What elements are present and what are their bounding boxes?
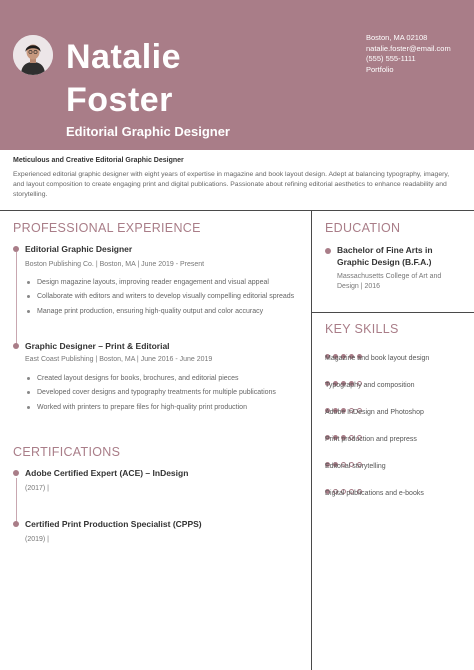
skill-name: Adobe InDesign and Photoshop xyxy=(325,409,424,416)
job-meta: East Coast Publishing | Boston, MA | June 2016 - June 2019 xyxy=(25,356,213,363)
summary-title: Meticulous and Creative Editorial Graphic Designer xyxy=(13,157,184,164)
skill-item xyxy=(325,346,465,362)
contact-portfolio-link[interactable]: Portfolio xyxy=(366,64,394,74)
certification-name: Certified Print Production Specialist (CPPS) xyxy=(25,519,202,529)
skill-item xyxy=(325,373,465,389)
list-item: Created layout designs for books, brochures, and editorial pieces xyxy=(25,374,295,383)
skill-rating xyxy=(325,346,465,354)
timeline-dot xyxy=(13,246,19,252)
contact-phone: (555) 555-1111 xyxy=(366,54,416,63)
avatar xyxy=(13,35,53,75)
skills-title: KEY SKILLS xyxy=(325,322,399,336)
contact-info xyxy=(366,33,451,75)
education-title: EDUCATION xyxy=(325,221,401,235)
job-title: Graphic Designer – Print & Editorial xyxy=(25,341,170,351)
job-bullets xyxy=(25,278,295,321)
certification-meta: (2017) | xyxy=(25,485,49,492)
skill-rating xyxy=(325,481,465,489)
timeline-dot xyxy=(13,470,19,476)
skill-item xyxy=(325,454,465,470)
timeline-dot xyxy=(13,343,19,349)
column-divider xyxy=(311,210,312,670)
profile-photo-icon xyxy=(13,35,53,75)
timeline-dot xyxy=(325,248,331,254)
list-item: Manage print production, ensuring high-quality output and color accuracy xyxy=(25,307,295,316)
skill-item xyxy=(325,400,465,416)
certification-meta: (2019) | xyxy=(25,536,49,543)
job-title: Editorial Graphic Designer xyxy=(25,244,133,254)
contact-email[interactable]: natalie.foster@email.com xyxy=(366,43,451,53)
list-item: Worked with printers to prepare files for high-quality print production xyxy=(25,403,295,412)
list-item: Design magazine layouts, improving reader engagement and visual appeal xyxy=(25,278,295,287)
summary-text: Experienced editorial graphic designer with eight years of expertise in magazine and book layout design. Adept at balancing typography, imagery, and layout composition to create engaging print and digital publications. Passionate about refining editorial aesthetics to enhance readability and storytelling. xyxy=(13,171,450,198)
certification-name: Adobe Certified Expert (ACE) – InDesign xyxy=(25,468,189,478)
skill-name: Print production and prepress xyxy=(325,436,417,443)
skill-name: Magazine and book layout design xyxy=(325,355,430,362)
timeline-dot xyxy=(13,521,19,527)
certifications-title: CERTIFICATIONS xyxy=(13,445,121,459)
skill-rating xyxy=(325,454,465,462)
skill-rating xyxy=(325,427,465,435)
divider xyxy=(0,210,474,211)
job-bullets xyxy=(25,374,295,417)
last-name: Foster xyxy=(66,81,173,119)
experience-title: PROFESSIONAL EXPERIENCE xyxy=(13,221,201,235)
header-banner xyxy=(0,0,474,150)
timeline-line xyxy=(16,478,17,524)
skill-rating xyxy=(325,373,465,381)
list-item: Collaborate with editors and writers to develop visually compelling editorial spreads xyxy=(25,292,295,301)
job-meta: Boston Publishing Co. | Boston, MA | June 2019 - Present xyxy=(25,261,205,268)
timeline-line xyxy=(16,252,17,348)
school: Massachusetts College of Art and Design | 2016 xyxy=(337,273,442,290)
skill-item xyxy=(325,481,465,497)
skill-rating xyxy=(325,400,465,408)
skill-item xyxy=(325,427,465,443)
contact-address: Boston, MA 02108 xyxy=(366,33,428,42)
skill-name: Editorial storytelling xyxy=(325,463,386,470)
divider xyxy=(311,312,474,313)
degree: Bachelor of Fine Arts in Graphic Design (B.F.A.) xyxy=(337,245,433,267)
skill-name: Digital publications and e-books xyxy=(325,490,424,497)
list-item: Developed cover designs and typography treatments for multiple publications xyxy=(25,388,295,397)
skill-name: Typography and composition xyxy=(325,382,415,389)
job-role: Editorial Graphic Designer xyxy=(66,124,230,139)
first-name: Natalie xyxy=(66,38,181,76)
